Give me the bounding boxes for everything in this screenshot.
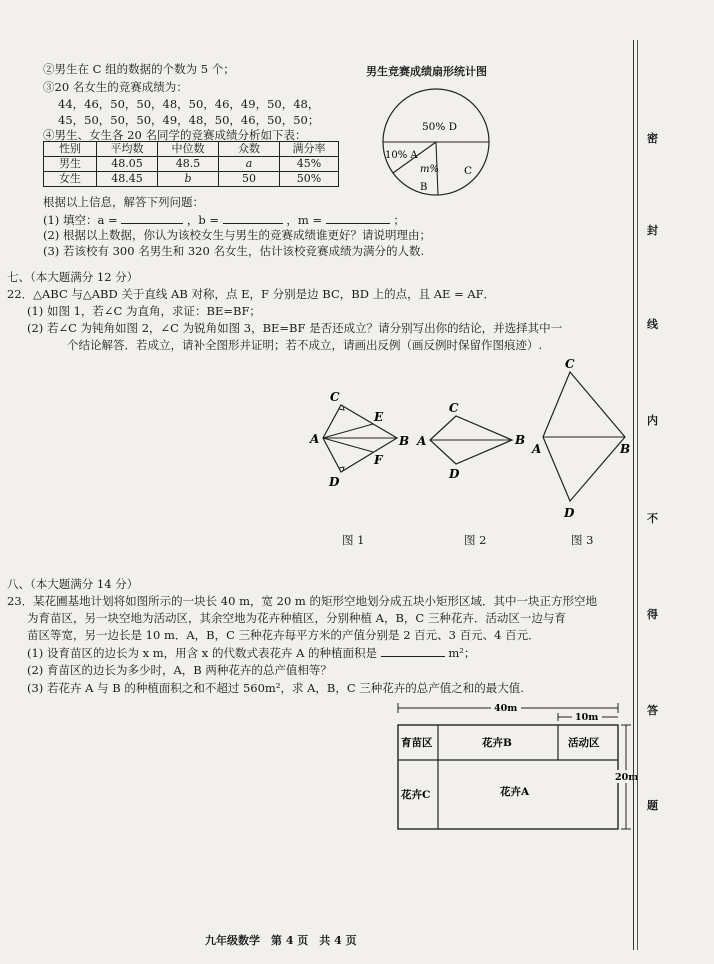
q23-p1-text: (1) 设育苗区的边长为 x m，用含 x 的代数式表花卉 A 的种植面积是 (27, 646, 378, 660)
blank-a (121, 212, 183, 224)
q21-p1-a: (1) 填空：a = (43, 213, 118, 227)
table-cell: 48.45 (97, 172, 158, 187)
region-yumiao: 育苗区 (401, 737, 433, 749)
q23-part3: (3) 若花卉 A 与 B 的种植面积之和不超过 560m²，求 A，B，C 三种花卉的总产值之和的最大值. (27, 681, 524, 695)
figure-1 (305, 390, 415, 490)
table-cell: a (219, 157, 280, 172)
q23-section: 八、（本大题满分 14 分） (7, 577, 139, 591)
fig1-ae (323, 424, 373, 438)
figure-2 (417, 398, 530, 483)
q23-stem2: 为育苗区，另一块空地为活动区，其余空地为花卉种植区，分别种植 A，B，C 三种花卉．活动区一边与育 (27, 611, 566, 625)
q21-p1-b: ，b = (186, 213, 220, 227)
q21-after-table: 根据以上信息，解答下列问题： (43, 195, 204, 209)
fig1-label-f: F (374, 453, 383, 467)
pie-chart (380, 82, 492, 207)
table-header-row (44, 142, 339, 157)
fig3-label-c: C (565, 357, 575, 371)
table-cell: 48.05 (97, 157, 158, 172)
table-cell: 男生 (44, 157, 97, 172)
q21-part3: (3) 若该校有 300 名男生和 320 名女生，估计该校竞赛成绩为满分的人数. (43, 244, 425, 258)
region-huahui-c: 花卉C (401, 789, 431, 801)
table-row (44, 157, 339, 172)
q21-line3: ③20 名女生的竞赛成绩为： (43, 80, 188, 94)
region-huodong: 活动区 (568, 737, 600, 749)
q21-part2: (2) 根据以上数据，你认为该校女生与男生的竞赛成绩谁更好？请说明理由； (43, 228, 431, 242)
q23-stem3: 苗区等宽，另一边长是 10 m．A，B，C 三种花卉每平方米的产值分别是 2 百元、3 百元、4 百元． (27, 628, 540, 642)
fig2-label-c: C (449, 401, 459, 415)
fig1-caption: 图 1 (342, 533, 365, 547)
q23-p1-unit: m²； (448, 646, 476, 660)
figure-3 (530, 355, 635, 525)
seal-char: 得 (647, 608, 658, 621)
fig1-label-d: D (329, 475, 340, 489)
q21-scores1: 44，46，50，50，48，50，46，49，50，48， (58, 97, 320, 111)
page-footer: 九年级数学 第 4 页 共 4 页 (205, 934, 357, 947)
fig2-caption: 图 2 (464, 533, 487, 547)
table-cell: 50% (280, 172, 339, 187)
seal-char: 线 (647, 318, 658, 331)
seal-char: 答 (647, 704, 658, 717)
table-cell: 48.5 (158, 157, 219, 172)
pie-title: 男生竞赛成绩扇形统计图 (366, 65, 487, 78)
fig3-label-a: A (532, 442, 542, 456)
blank-b (223, 212, 283, 224)
seal-char: 内 (647, 414, 658, 427)
pie-label-c: C (464, 165, 473, 177)
table-header: 中位数 (158, 142, 219, 157)
seal-char: 密 (647, 132, 658, 145)
q21-scores2: 45，50，50，50，49，48，50，46，50，50； (58, 113, 320, 127)
fig2-label-b: B (515, 433, 526, 447)
region-huahui-a: 花卉A (500, 786, 530, 798)
table-header: 平均数 (97, 142, 158, 157)
q23-stem1: 23．某花圃基地计划将如图所示的一块长 40 m，宽 20 m 的矩形空地划分成五块小矩形区域．其中一块正方形空地 (7, 594, 597, 608)
stats-table (43, 141, 339, 187)
seal-char: 封 (647, 224, 658, 237)
fig1-label-e: E (374, 410, 384, 424)
fig1-label-c: C (330, 390, 340, 404)
pie-label-d: 50% D (422, 121, 458, 133)
blank-m (326, 212, 390, 224)
table-cell: 45% (280, 157, 339, 172)
q22-part2a: (2) 若∠C 为钝角如图 2，∠C 为锐角如图 3，BE=BF 是否还成立？请分别写出你的结论，并选择其中一 (27, 321, 563, 335)
table-cell: 50 (219, 172, 280, 187)
table-header: 性别 (44, 142, 97, 157)
table-cell: b (158, 172, 219, 187)
seal-char: 题 (647, 799, 658, 812)
dim-10m-label: 10m (575, 712, 599, 723)
q21-part1 (43, 212, 405, 228)
dim-40m-label: 40m (494, 703, 518, 714)
q22-part2b: 个结论解答．若成立，请补全图形并证明；若不成立，请画出反例（画反例时保留作图痕迹）. (67, 338, 543, 352)
blank-area-a (381, 645, 445, 657)
q21-line2: ②男生在 C 组的数据的个数为 5 个； (43, 62, 235, 76)
q22-part1: (1) 如图 1，若∠C 为直角，求证：BE=BF； (27, 304, 261, 318)
fig3-label-b: B (620, 442, 631, 456)
table-row (44, 172, 339, 187)
q21-p1-c: ，m = (286, 213, 323, 227)
seal-line-inner (637, 40, 638, 950)
q21-p1-end: ； (393, 213, 405, 227)
q21-line4: ④男生、女生各 20 名同学的竞赛成绩分析如下表： (43, 128, 307, 142)
table-header: 众数 (219, 142, 280, 157)
q22-section: 七、（本大题满分 12 分） (7, 270, 139, 284)
region-huahui-b: 花卉B (482, 737, 512, 749)
seal-char: 不 (647, 512, 658, 525)
fig3-label-d: D (564, 506, 575, 520)
pie-label-b: B (420, 182, 428, 193)
fig2-label-d: D (449, 467, 460, 481)
q23-part1 (27, 645, 475, 661)
fig1-af (323, 438, 373, 452)
seal-line (633, 40, 634, 950)
q23-part2: (2) 育苗区的边长为多少时，A，B 两种花卉的总产值相等？ (27, 663, 332, 677)
pie-label-a: 10% A (385, 150, 418, 161)
fig3-caption: 图 3 (571, 533, 594, 547)
garden-diagram (390, 700, 639, 835)
dim-20m-label: 20m (615, 772, 639, 783)
table-header: 满分率 (280, 142, 339, 157)
fig1-label-b: B (399, 434, 410, 448)
pie-label-m: m% (420, 164, 439, 175)
fig1-label-a: A (310, 432, 320, 446)
fig2-label-a: A (417, 434, 427, 448)
q22-stem: 22．△ABC 与△ABD 关于直线 AB 对称，点 E，F 分别是边 BC，BD 上的点，且 AE = AF． (7, 287, 496, 301)
table-cell: 女生 (44, 172, 97, 187)
